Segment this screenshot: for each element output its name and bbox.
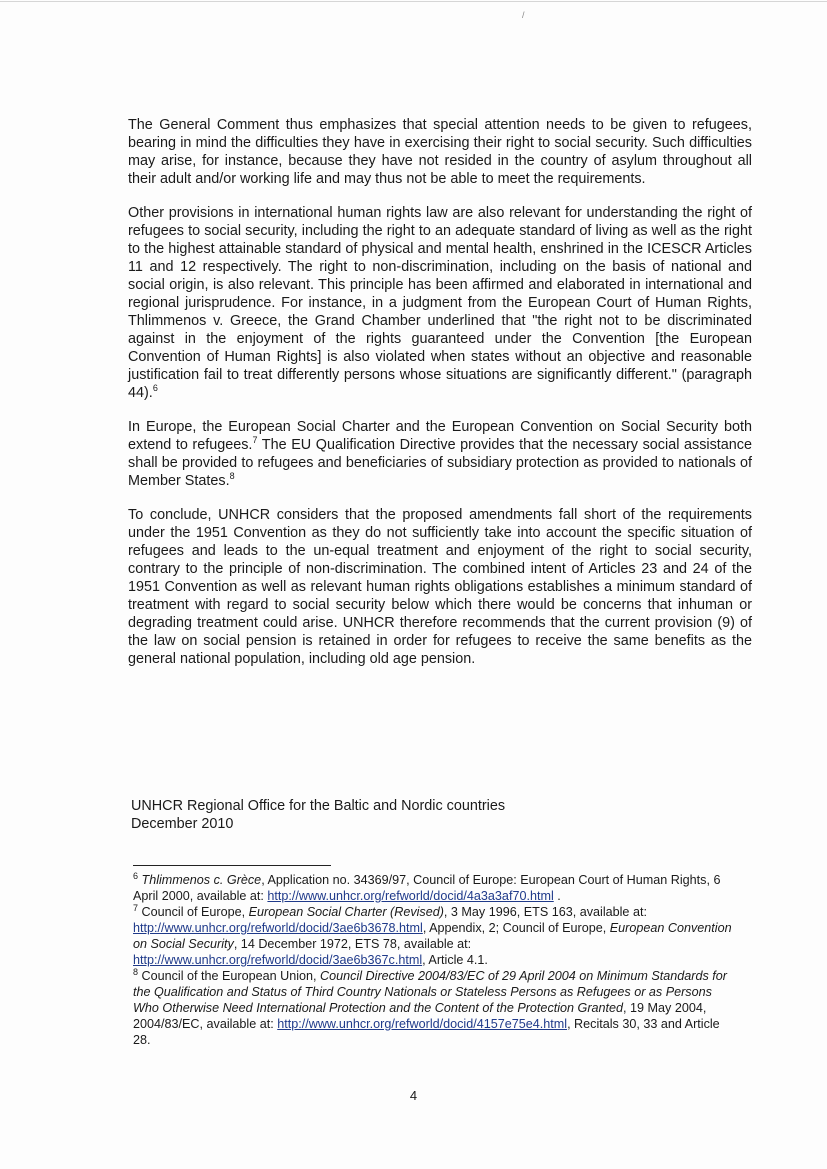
footnote-link[interactable]: http://www.unhcr.org/refworld/docid/3ae6b3678.html (133, 921, 423, 935)
footnote-separator (133, 865, 331, 866)
footnote-text: Council of the European Union, (141, 969, 321, 983)
footnote-number: 6 (133, 870, 139, 881)
footnote-number: 7 (133, 902, 139, 913)
signoff-office: UNHCR Regional Office for the Baltic and Nordic countries (131, 798, 506, 814)
paragraph-europe (128, 418, 752, 490)
footnote-ref-8[interactable]: 8 (229, 471, 235, 482)
footnote-number: 8 (133, 966, 139, 977)
footnote-link[interactable]: http://www.unhcr.org/refworld/docid/3ae6b367c.html (133, 953, 423, 967)
footnote-6 (133, 872, 733, 904)
footnote-text: , 19 May 2004, 2004/83/EC, available at: (133, 1001, 707, 1031)
footnote-text: . (553, 889, 561, 903)
footnote-text: Council of Europe, (141, 905, 249, 919)
footnote-link[interactable]: http://www.unhcr.org/refworld/docid/4a3a3af70.html (267, 889, 554, 903)
footnote-text: , Article 4.1. (422, 953, 488, 967)
footnote-link[interactable]: http://www.unhcr.org/refworld/docid/4157e75e4.html (277, 1017, 568, 1031)
footnote-text: , Application no. 34369/97, Council of Europe: European Court of Human Rights, 6 April 2000, available at: (133, 873, 721, 903)
footnote-title: Thlimmenos c. Grèce (141, 873, 262, 887)
signoff-date: December 2010 (131, 816, 234, 832)
footnote-text: , 3 May 1996, ETS 163, available at: (443, 905, 647, 919)
paragraph-text: In Europe, the European Social Charter and the European Convention on Social Security both extend to refugees. (128, 419, 752, 453)
body-text (128, 116, 752, 684)
footnote-text: , 14 December 1972, ETS 78, available at: (233, 937, 472, 951)
stray-mark: / (522, 10, 525, 20)
paragraph-conclusion: To conclude, UNHCR considers that the proposed amendments fall short of the requirements under the 1951 Convention as they do not sufficiently take into account the specific situation of refugees and leads to the un-equal treatment and enjoyment of the right to social security, contrary to the principle of non-discrimination. The combined intent of Articles 23 and 24 of the 1951 Convention as well as relevant human rights obligations establishes a minimum standard of treatment with regard to social security below which there would be concerns that inhuman or degrading treatment could arise. UNHCR therefore recommends that the current provision (9) of the law on social pension is retained in order for refugees to receive the same benefits as the general national population, including old age pension. (128, 507, 752, 667)
footnote-8 (133, 968, 733, 1048)
footnotes (133, 872, 733, 1048)
footnote-ref-6[interactable]: 6 (152, 383, 158, 394)
page-number: 4 (409, 1088, 418, 1103)
paragraph-general-comment: The General Comment thus emphasizes that special attention needs to be given to refugees, bearing in mind the difficulties they have in exercising their right to social security. Such difficulties may arise, for instance, because they have not resided in the country of asylum throughout all their adult and/or working life and may thus not be able to meet the requirements. (128, 117, 752, 187)
footnote-7 (133, 904, 733, 968)
paragraph-text: The EU Qualification Directive provides that the necessary social assistance shall be provided to refugees and beneficiaries of subsidiary protection as provided to nationals of Member States. (128, 437, 752, 489)
footnote-text: , Recitals 30, 33 and Article 28. (133, 1017, 720, 1047)
footnote-title: European Social Charter (Revised) (248, 905, 444, 919)
scan-top-edge (0, 1, 827, 2)
footnote-text: , Appendix, 2; Council of Europe, (422, 921, 610, 935)
footnote-title: European Convention on Social Security (133, 921, 732, 951)
footnote-ref-7[interactable]: 7 (252, 435, 258, 446)
paragraph-other-provisions (128, 204, 752, 402)
signoff (131, 797, 505, 833)
footnote-title: Council Directive 2004/83/EC of 29 April 2004 on Minimum Standards for the Qualification and Status of Third Country Nationals or Stateless Persons as Refugees or as Persons Who Otherwise Need International Protection and the Content of the Protection Granted (133, 969, 727, 1015)
paragraph-text: Other provisions in international human rights law are also relevant for understanding the right of refugees to social security, including the right to an adequate standard of living as well as the right to the highest attainable standard of physical and mental health, enshrined in the ICESCR Articles 11 and 12 respectively. The right to non-discrimination, including on the basis of national and social origin, is also relevant. This principle has been affirmed and elaborated in international and regional jurisprudence. For instance, in a judgment from the European Court of Human Rights, Thlimmenos v. Greece, the Grand Chamber underlined that "the right not to be discriminated against in the enjoyment of the rights guaranteed under the Convention [the European Convention of Human Rights] is also violated when states without an objective and reasonable justification fail to treat differently persons whose situations are significantly different." (paragraph 44). (128, 205, 752, 401)
